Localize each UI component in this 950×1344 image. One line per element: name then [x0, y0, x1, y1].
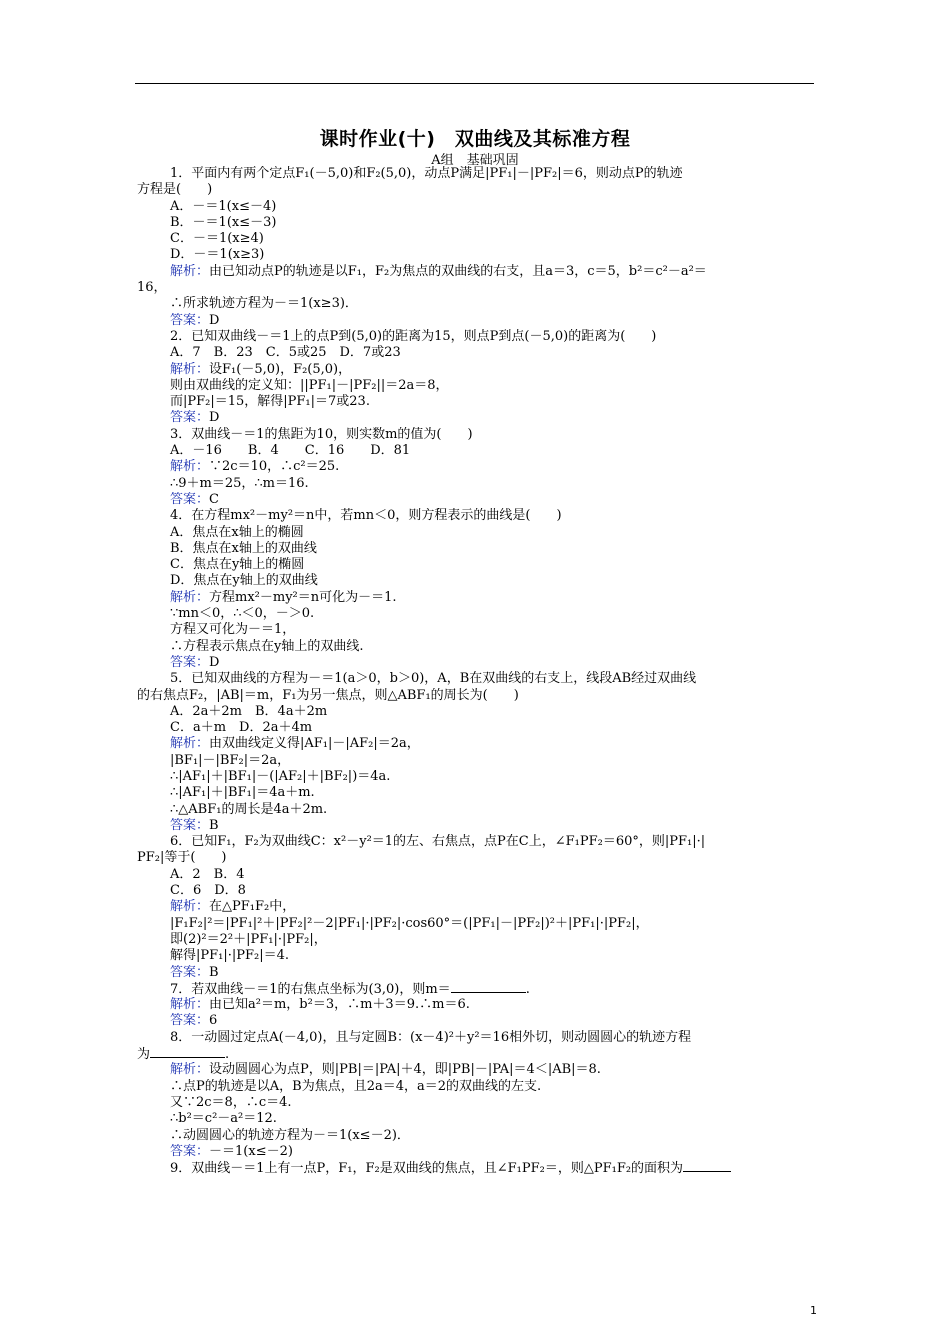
- page-number: 1: [810, 1304, 817, 1317]
- solution-line: |BF₁|－|BF₂|＝2a，: [170, 752, 291, 768]
- solution-line: ∴方程表示焦点在y轴上的双曲线.: [170, 638, 364, 654]
- solution-line: 解析：∵2c＝10，∴c²＝25.: [170, 459, 340, 475]
- header-rule: [135, 83, 814, 84]
- solution-line: 解析：由已知动点P的轨迹是以F₁，F₂为焦点的双曲线的右支，且a＝3，c＝5，b²＝c²－a²＝: [170, 263, 707, 279]
- option-line: B．焦点在x轴上的双曲线: [170, 540, 317, 556]
- answer-label: 答案：: [170, 817, 210, 833]
- answer-label: 答案：: [170, 312, 210, 328]
- answer-blank: [451, 981, 526, 993]
- option-line: A．焦点在x轴上的椭圆: [170, 524, 304, 540]
- answer-line: 答案：6: [170, 1013, 218, 1029]
- solution-line: ∵mn＜0，∴＜0，－＞0.: [170, 606, 315, 622]
- text-line: 3．双曲线－＝1的焦距为10，则实数m的值为( ): [170, 426, 473, 442]
- page-title: 课时作业(十) 双曲线及其标准方程: [319, 128, 631, 150]
- answer-label: 答案：: [170, 964, 210, 980]
- answer-blank: [683, 1160, 731, 1172]
- text-line: 9．双曲线－＝1上有一点P，F₁，F₂是双曲线的焦点，且∠F₁PF₂＝，则△PF₁F₂的面积为: [137, 1160, 817, 1176]
- option-line: A．2 B．4: [170, 866, 245, 882]
- solution-label: 解析：: [170, 997, 210, 1013]
- text-line: 5．已知双曲线的方程为－＝1(a＞0，b＞0)，A，B在双曲线的右支上，线段AB经过双曲线: [170, 671, 697, 687]
- solution-label: 解析：: [170, 589, 210, 605]
- solution-line: 解析：设动圆圆心为点P，则|PB|＝|PA|＋4，即|PB|－|PA|＝4＜|AB|＝8.: [170, 1062, 601, 1078]
- solution-line: 方程又可化为－＝1，: [170, 622, 296, 638]
- solution-line: 解析：由双曲线定义得|AF₁|－|AF₂|＝2a，: [170, 736, 420, 752]
- answer-line: 答案：B: [170, 964, 219, 980]
- solution-line: 而|PF₂|＝15，解得|PF₁|＝7或23.: [170, 394, 370, 410]
- section-subtitle: A组 基础巩固: [431, 153, 519, 168]
- option-line: A．－16 B．4 C．16 D．81: [170, 443, 411, 459]
- text-line: PF₂|等于( ): [137, 850, 227, 866]
- text-line: 2．已知双曲线－＝1上的点P到(5,0)的距离为15，则点P到点(－5,0)的距离为( ): [170, 328, 657, 344]
- answer-label: 答案：: [170, 1143, 210, 1159]
- answer-line: 答案：B: [170, 817, 219, 833]
- answer-label: 答案：: [170, 1013, 210, 1029]
- option-line: D．－＝1(x≥3): [170, 247, 265, 263]
- option-line: A．2a＋2m B．4a＋2m: [170, 703, 328, 719]
- solution-line: ∴所求轨迹方程为－＝1(x≥3)．: [170, 296, 358, 312]
- option-line: C．a＋m D．2a＋4m: [170, 720, 313, 736]
- solution-label: 解析：: [170, 736, 210, 752]
- text-line: 7．若双曲线－＝1的右焦点坐标为(3,0)，则m＝ .: [170, 981, 530, 997]
- option-line: A．7 B．23 C．5或25 D．7或23: [170, 345, 401, 361]
- solution-line: 解析：方程mx²－my²＝n可化为－＝1.: [170, 589, 397, 605]
- solution-line: 又∵2c＝8，∴c＝4.: [170, 1094, 292, 1110]
- text-line: 的右焦点F₂，|AB|＝m，F₁为另一焦点，则△ABF₁的周长为( ): [137, 687, 519, 703]
- answer-label: 答案：: [170, 654, 210, 670]
- text-line: 6．已知F₁，F₂为双曲线C：x²－y²＝1的左、右焦点，点P在C上，∠F₁PF₂＝60°，则|PF₁|·|: [170, 834, 706, 850]
- solution-line: 解得|PF₁|·|PF₂|＝4.: [170, 948, 290, 964]
- option-line: C．焦点在y轴上的椭圆: [170, 557, 305, 573]
- solution-line: ∴9＋m＝25，∴m＝16.: [170, 475, 309, 491]
- text-line: 4．在方程mx²－my²＝n中，若mn＜0，则方程表示的曲线是( ): [170, 508, 562, 524]
- document-body: [137, 166, 817, 1176]
- solution-line: ∴点P的轨迹是以A，B为焦点，且2a＝4，a＝2的双曲线的左支.: [170, 1078, 542, 1094]
- answer-label: 答案：: [170, 491, 210, 507]
- text-line: 1．平面内有两个定点F₁(－5,0)和F₂(5,0)，动点P满足|PF₁|－|PF₂|＝6，则动点P的轨迹: [170, 166, 683, 181]
- answer-blank: [150, 1046, 225, 1058]
- answer-line: 答案：C: [170, 491, 219, 507]
- solution-line: 解析：由已知a²＝m，b²＝3，∴m＋3＝9.∴m＝6.: [170, 997, 470, 1013]
- text-line: 方程是( ): [137, 182, 213, 198]
- solution-line: 解析：设F₁(－5,0)，F₂(5,0)，: [170, 361, 352, 377]
- solution-line: 即(2)²＝2²＋|PF₁|·|PF₂|，: [170, 931, 327, 947]
- solution-line: ∴△ABF₁的周长是4a＋2m.: [170, 801, 328, 817]
- option-line: C．6 D．8: [170, 883, 246, 899]
- option-line: C．－＝1(x≥4): [170, 231, 264, 247]
- answer-line: 答案：D: [170, 654, 220, 670]
- text-line: 为 .: [137, 1047, 230, 1063]
- option-line: B．－＝1(x≤－3): [170, 214, 277, 230]
- solution-line: ∴b²＝c²－a²＝12.: [170, 1111, 277, 1127]
- solution-label: 解析：: [170, 1062, 210, 1078]
- answer-line: 答案：D: [170, 312, 220, 328]
- text-line: 8．一动圆过定点A(－4,0)，且与定圆B：(x－4)²＋y²＝16相外切，则动圆圆心的轨迹方程: [170, 1029, 692, 1045]
- solution-line: ∴动圆圆心的轨迹方程为－＝1(x≤－2)．: [170, 1127, 410, 1143]
- solution-line: 16，: [137, 280, 167, 296]
- solution-label: 解析：: [170, 459, 210, 475]
- solution-label: 解析：: [170, 361, 210, 377]
- solution-line: ∴|AF₁|＋|BF₁|＝4a＋m.: [170, 785, 315, 801]
- solution-line: ∴|AF₁|＋|BF₁|－(|AF₂|＋|BF₂|)＝4a.: [170, 768, 391, 784]
- answer-line: 答案：－＝1(x≤－2): [170, 1143, 293, 1159]
- solution-line: 则由双曲线的定义知：||PF₁|－|PF₂||＝2a＝8，: [170, 377, 449, 393]
- option-line: D．焦点在y轴上的双曲线: [170, 573, 318, 589]
- solution-line: 解析：在△PF₁F₂中，: [170, 899, 296, 915]
- option-line: A．－＝1(x≤－4): [170, 198, 277, 214]
- solution-label: 解析：: [170, 899, 210, 915]
- solution-label: 解析：: [170, 263, 210, 279]
- answer-line: 答案：D: [170, 410, 220, 426]
- answer-label: 答案：: [170, 410, 210, 426]
- solution-line: |F₁F₂|²＝|PF₁|²＋|PF₂|²－2|PF₁|·|PF₂|·cos60°＝(|PF₁|－|PF₂|)²＋|PF₁|·|PF₂|，: [170, 915, 649, 931]
